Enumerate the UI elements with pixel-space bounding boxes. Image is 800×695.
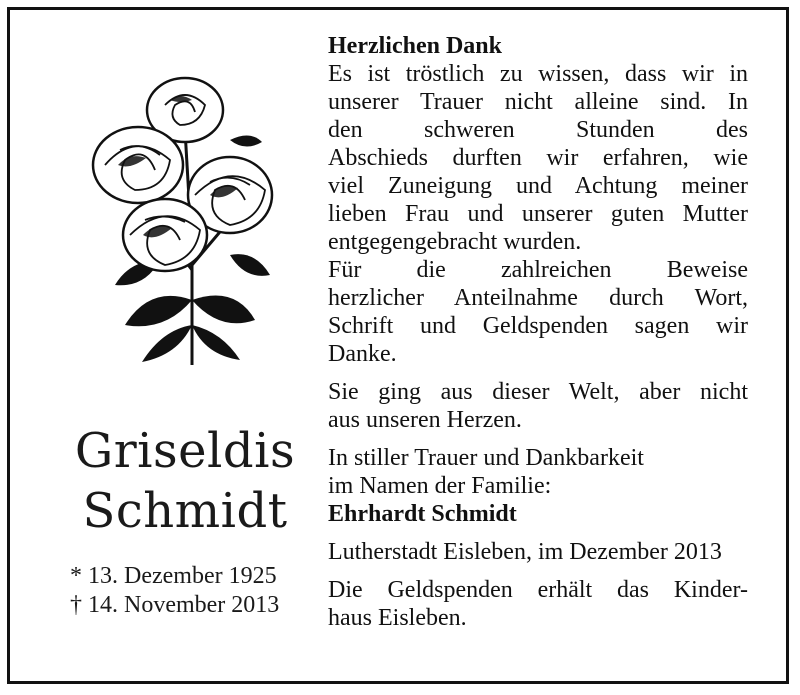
- quote-line: Sie ging aus dieser Welt, aber nicht: [328, 379, 748, 405]
- text-line: herzlicher Anteilnahme durch Wort,: [328, 285, 748, 311]
- closing-line: In stiller Trauer und Dankbarkeit: [328, 445, 644, 471]
- text-line: Für die zahlreichen Beweise: [328, 257, 748, 283]
- text-line: Es ist tröstlich zu wissen, dass wir in: [328, 61, 748, 87]
- text-line: lieben Frau und unserer guten Mutter: [328, 201, 748, 227]
- donation-line: Die Geldspenden erhält das Kinder-: [328, 577, 748, 603]
- life-dates: [70, 562, 279, 620]
- deceased-first-name: Griseldis: [74, 423, 296, 479]
- text-line: viel Zuneigung und Achtung meiner: [328, 173, 748, 199]
- notice-text: [328, 32, 748, 632]
- notice-frame: [7, 7, 789, 684]
- signer-name: Ehrhardt Schmidt: [328, 501, 517, 527]
- notice-heading: Herzlichen Dank: [328, 33, 502, 59]
- text-line: entgegengebracht wurden.: [328, 229, 582, 255]
- text-line: Abschieds durften wir erfahren, wie: [328, 145, 748, 171]
- donation-line: haus Eisleben.: [328, 605, 467, 631]
- place-date: Lutherstadt Eisleben, im Dezember 2013: [328, 539, 722, 565]
- roses-icon: [80, 70, 280, 370]
- text-line: Schrift und Geldspenden sagen wir: [328, 313, 748, 339]
- left-column: [20, 10, 350, 681]
- text-line: unserer Trauer nicht alleine sind. In: [328, 89, 748, 115]
- birth-date: * 13. Dezember 1925: [70, 563, 277, 589]
- text-line: Danke.: [328, 341, 397, 367]
- quote-line: aus unseren Herzen.: [328, 407, 522, 433]
- closing-line: im Namen der Familie:: [328, 473, 552, 499]
- death-date: † 14. November 2013: [70, 592, 280, 618]
- text-line: den schweren Stunden des: [328, 117, 748, 143]
- deceased-last-name: Schmidt: [82, 483, 288, 539]
